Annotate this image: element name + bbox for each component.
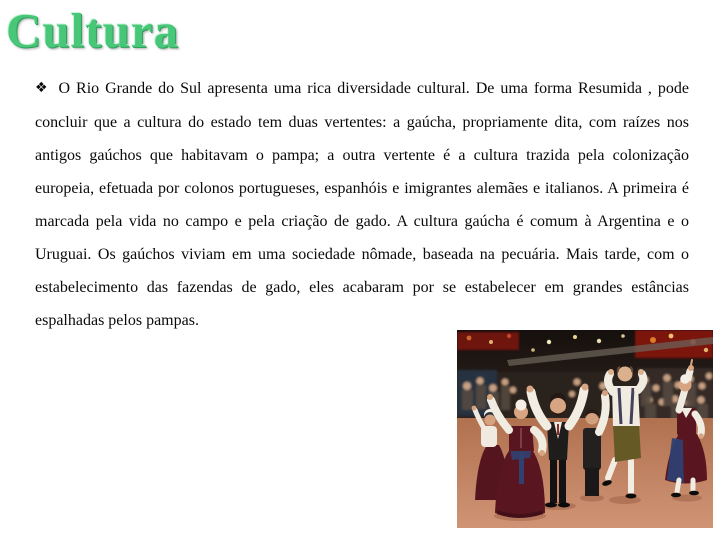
body-paragraph xyxy=(35,72,689,337)
folk-dance-photo xyxy=(457,330,713,528)
diamond-bullet-icon: ❖ xyxy=(35,80,50,96)
page-title: Cultura xyxy=(6,3,180,58)
paragraph-text: O Rio Grande do Sul apresenta uma rica diversidade cultural. De uma forma Resumida , pode concluir que a cultura do estado tem duas vertentes: a gaúcha, propriamente dita, com raízes nos antigos gaúchos que habitavam o pampa; a outra vertente é a cultura trazida pela colonização europeia, efetuada por colonos portugueses, espanhóis e imigrantes alemães e italianos. A primeira é marcada pela vida no campo e pela criação de gado. A cultura gaúcha é comum à Argentina e o Uruguai. Os gaúchos viviam em uma sociedade nômade, baseada na pecuária. Mais tarde, com o estabelecimento das fazendas de gado, eles acabaram por se estabelecer em grandes estâncias espalhadas pelos pampas. xyxy=(35,80,689,329)
folk-dance-photo-svg xyxy=(457,330,713,528)
